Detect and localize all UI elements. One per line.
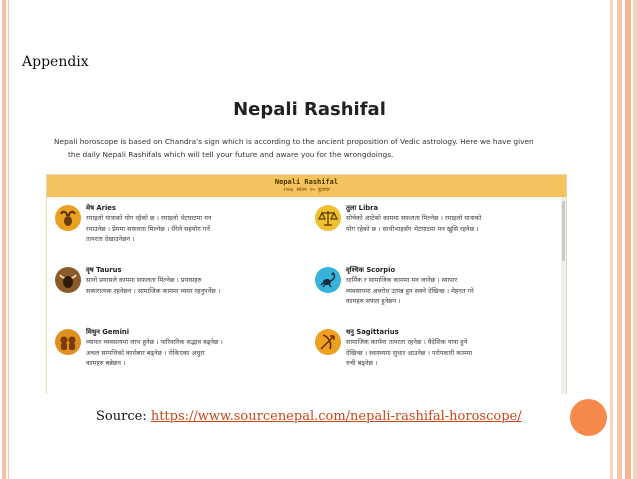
sign-text xyxy=(86,337,291,369)
sign-line: रुची बढ्नेछ । xyxy=(346,359,378,367)
accent-circle xyxy=(570,399,607,436)
sign-name: वृश्चिक Scorpio xyxy=(346,266,396,274)
sign-text xyxy=(346,213,551,234)
rashifal-card xyxy=(46,174,567,394)
sign-text xyxy=(346,337,551,369)
sign-sagittarius xyxy=(315,327,555,389)
sign-gemini xyxy=(55,327,295,389)
intro-line: Nepali horoscope is based on Chandra's sign which is according to the ancient proposition of Vedic astrology. Here we have given xyxy=(54,137,534,146)
card-title: Nepali Rashifal xyxy=(274,178,339,186)
card-date: २०७६ साउन १५ बुधवार xyxy=(283,187,330,193)
sign-line: रमाउनेछ । प्रेममा सफलता मिल्नेछ । धैरेले सहयोग गर्ने xyxy=(86,224,210,233)
sign-name: धनु Sagittarius xyxy=(346,328,399,336)
sign-line: सकारात्मक रहनेछन । सामाजिक काममा व्यस्त रहनुपर्नेछ । xyxy=(86,286,221,295)
sign-line: तत्परता देखाउनेछन । xyxy=(86,235,135,243)
twins-icon xyxy=(55,329,81,355)
sign-aries xyxy=(55,203,295,265)
sign-line: सामाजिक कार्यमा तत्परता रहनेछ । वैदेशिक यात्रा हुने xyxy=(346,338,468,346)
sign-libra xyxy=(315,203,555,265)
scorpion-icon xyxy=(315,267,341,293)
sign-line: सानो प्रयासले काममा सफलता मिल्नेछ । प्रयासहरु xyxy=(86,276,202,284)
card-scrollbar[interactable] xyxy=(561,197,566,394)
sign-line: देखिन्छ । स्वास्थ्यमा सुधार आउनेछ । परोपकारी काममा xyxy=(346,348,473,357)
slide-title: Appendix xyxy=(22,54,89,70)
sign-name: मेष Aries xyxy=(86,204,116,212)
embedded-screenshot xyxy=(46,80,573,394)
sign-line: सोचेको आटेको काममा सफलता मिल्नेछ । रमाइलो यात्राको xyxy=(346,214,482,222)
slide-border-left-thin xyxy=(8,0,9,479)
source-label: Source: xyxy=(96,409,147,424)
sign-line: योग रहेको छ । साथीभाइसँग भेटघाटमा मन खुसि रहनेछ । xyxy=(346,224,479,233)
scrollbar-thumb[interactable] xyxy=(562,201,565,261)
sign-text xyxy=(346,275,551,307)
scales-icon xyxy=(315,205,341,231)
sign-line: रमाइलो यात्राको योग रहेको छ । रमाइलो भेटघाटमा मन xyxy=(86,214,212,222)
source-citation xyxy=(96,409,522,424)
sign-text xyxy=(86,275,291,296)
sign-name: तुला Libra xyxy=(346,204,379,212)
sign-scorpio xyxy=(315,265,555,327)
ram-icon xyxy=(55,205,81,231)
intro-text xyxy=(54,135,569,161)
slide-border-right xyxy=(610,0,638,479)
bull-icon xyxy=(55,267,81,293)
sign-line: धार्मिक र सामाजिक काममा मन जानेछ । व्यापार xyxy=(346,276,458,284)
sign-name: वृष Taurus xyxy=(86,266,122,274)
slide-border-left xyxy=(2,0,6,479)
sign-line: कामहरु सफल हुनेछन । xyxy=(346,297,401,305)
sign-line: व्यवसायमा अवरोध उत्पन्न हुन सक्ने देखिन्छ । मेहनत गरे xyxy=(346,286,474,295)
sign-taurus xyxy=(55,265,295,327)
sign-line: व्यापार व्यवसायमा लाभ हुनेछ । पारिवारिक सद्भाव बढ्नेछ । xyxy=(86,338,223,346)
archer-icon xyxy=(315,329,341,355)
sign-line: अचल सम्पत्तिको कारोबार बढ्नेछ । रोकिएका अधुरा xyxy=(86,348,205,357)
page-heading: Nepali Rashifal xyxy=(233,99,386,120)
sign-name: मिथुन Gemini xyxy=(86,328,130,336)
source-link[interactable]: https://www.sourcenepal.com/nepali-rashifal-horoscope/ xyxy=(150,409,522,424)
sign-text xyxy=(86,213,291,245)
card-header xyxy=(47,175,566,197)
intro-line: the daily Nepali Rashifals which will tell your future and aware you for the wrongdoings. xyxy=(68,150,394,159)
sign-line: कामहरु बन्नेछन । xyxy=(86,359,126,367)
